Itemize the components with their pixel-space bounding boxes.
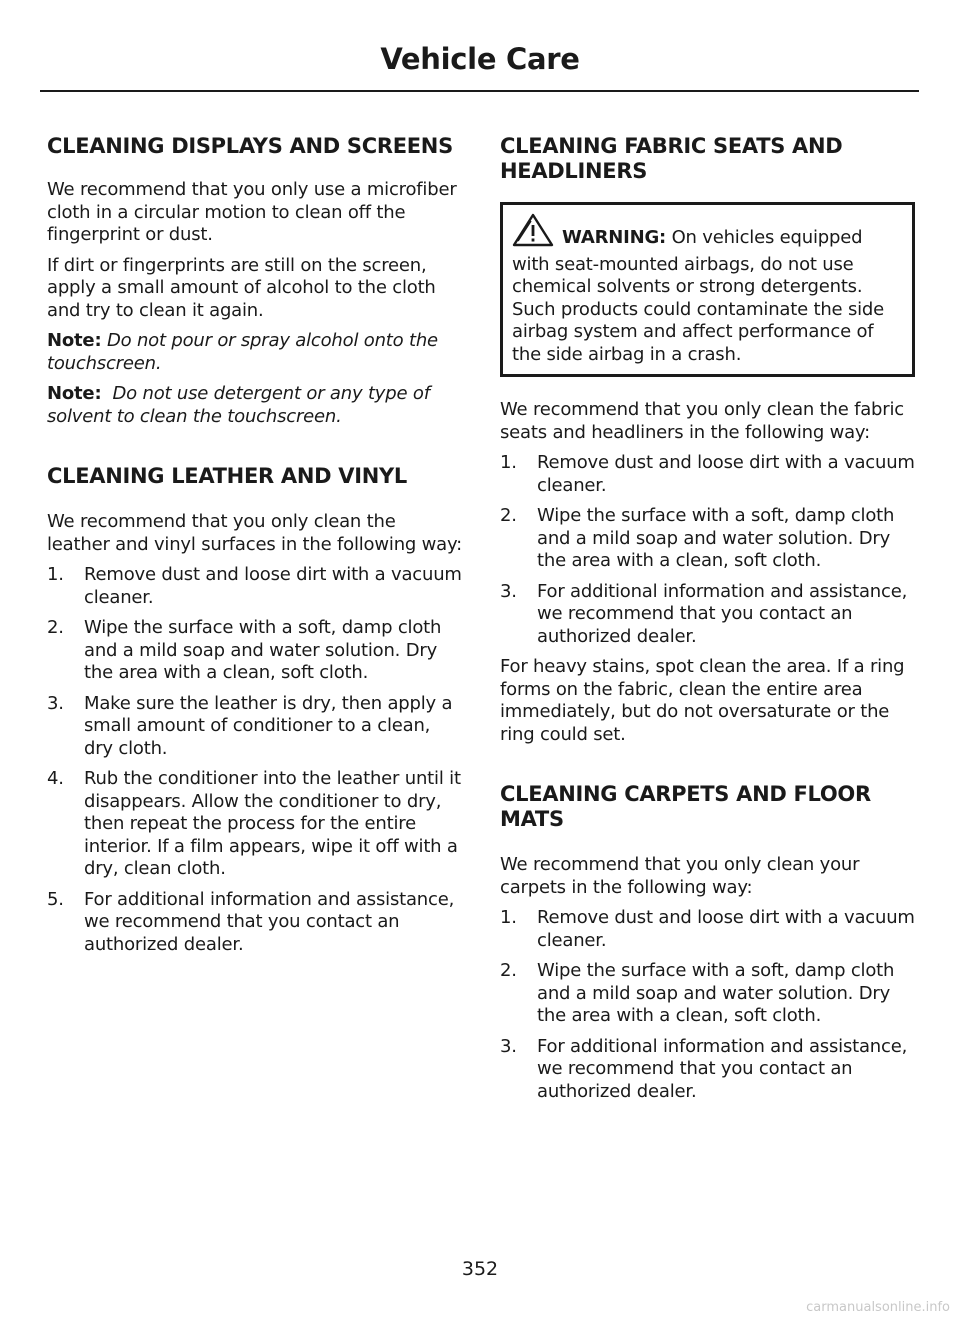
step-number: 1. — [47, 564, 64, 585]
step-number: 3. — [47, 692, 64, 714]
fabric-heading: CLEANING FABRIC SEATS AND HEADLINERS — [500, 134, 843, 183]
list-item — [47, 889, 462, 957]
step-text: Wipe the surface with a soft, damp cloth and a mild soap and water solution. Dry the area with a clean, soft cloth. — [537, 505, 895, 571]
list-item — [47, 564, 462, 609]
list-item — [500, 452, 915, 497]
leather-heading: CLEANING LEATHER AND VINYL — [47, 464, 407, 488]
step-number: 4. — [47, 768, 64, 789]
step-text: For additional information and assistance, we recommend that you contact an authorized dealer. — [537, 580, 908, 647]
warning-label: WARNING: — [562, 227, 667, 248]
list-item — [47, 693, 462, 761]
note-text: Do not pour or spray alcohol onto the touchscreen. — [47, 330, 438, 374]
displays-note-1 — [47, 330, 462, 375]
list-item — [500, 505, 915, 573]
displays-paragraph-2: If dirt or fingerprints are still on the screen, apply a small amount of alcohol to the cloth and try to clean it again. — [47, 254, 436, 321]
step-number: 2. — [500, 960, 517, 981]
right-column — [500, 134, 915, 1103]
list-item — [500, 581, 915, 649]
list-item — [500, 907, 915, 952]
warning-text: On vehicles equipped with seat-mounted airbags, do not use chemical solvents or strong detergents. Such products could contaminate the side airbag system and affect performance of the side airbag in a crash. — [512, 227, 885, 365]
displays-heading: CLEANING DISPLAYS AND SCREENS — [47, 134, 453, 158]
step-text: Rub the conditioner into the leather until it disappears. Allow the conditioner to dry, then repeat the process for the entire interior. If a film appears, wipe it off with a dry, clean cloth. — [84, 768, 461, 879]
displays-paragraph-1: We recommend that you only use a microfiber cloth in a circular motion to clean off the fingerprint or dust. — [47, 179, 457, 245]
step-text: Wipe the surface with a soft, damp cloth and a mild soap and water solution. Dry the area with a clean, soft cloth. — [537, 960, 895, 1026]
warning-triangle-icon — [512, 213, 554, 254]
step-number: 2. — [500, 505, 517, 526]
warning-box — [500, 202, 915, 377]
fabric-stains-paragraph: For heavy stains, spot clean the area. If a ring forms on the fabric, clean the entire area immediately, but do not oversaturate or the ring could set. — [500, 656, 905, 745]
step-number: 3. — [500, 1035, 517, 1057]
fabric-steps — [500, 452, 915, 648]
step-text: Remove dust and loose dirt with a vacuum cleaner. — [537, 907, 915, 951]
list-item — [47, 617, 462, 685]
note-label: Note: — [47, 383, 102, 404]
page-title: Vehicle Care — [380, 42, 580, 76]
carpets-intro: We recommend that you only clean your carpets in the following way: — [500, 854, 860, 898]
carpets-steps — [500, 907, 915, 1103]
step-text: Wipe the surface with a soft, damp cloth and a mild soap and water solution. Dry the area with a clean, soft cloth. — [84, 617, 442, 683]
step-text: For additional information and assistance, we recommend that you contact an authorized dealer. — [537, 1035, 908, 1102]
leather-steps — [47, 564, 462, 956]
step-text: For additional information and assistance, we recommend that you contact an authorized dealer. — [84, 888, 455, 955]
note-text: Do not use detergent or any type of solvent to clean the touchscreen. — [47, 383, 430, 427]
step-text: Remove dust and loose dirt with a vacuum cleaner. — [84, 564, 462, 608]
list-item — [47, 768, 462, 881]
leather-intro: We recommend that you only clean the leather and vinyl surfaces in the following way: — [47, 511, 463, 555]
left-column — [47, 134, 462, 956]
fabric-intro: We recommend that you only clean the fabric seats and headliners in the following way: — [500, 399, 904, 443]
list-item — [500, 1036, 915, 1104]
step-number: 1. — [500, 452, 517, 473]
displays-note-2 — [47, 383, 462, 428]
step-number: 3. — [500, 580, 517, 602]
step-text: Make sure the leather is dry, then apply a small amount of conditioner to a clean, dry cloth. — [84, 692, 453, 759]
note-label: Note: — [47, 330, 102, 351]
step-number: 1. — [500, 907, 517, 928]
page-number: 352 — [461, 1258, 499, 1280]
list-item — [500, 960, 915, 1028]
warning-paragraph — [512, 213, 903, 366]
header-divider — [40, 90, 919, 92]
step-number: 5. — [47, 888, 64, 910]
carpets-heading: CLEANING CARPETS AND FLOOR MATS — [500, 782, 871, 831]
step-text: Remove dust and loose dirt with a vacuum cleaner. — [537, 452, 915, 496]
watermark: carmanualsonline.info — [806, 1300, 950, 1315]
step-number: 2. — [47, 617, 64, 638]
